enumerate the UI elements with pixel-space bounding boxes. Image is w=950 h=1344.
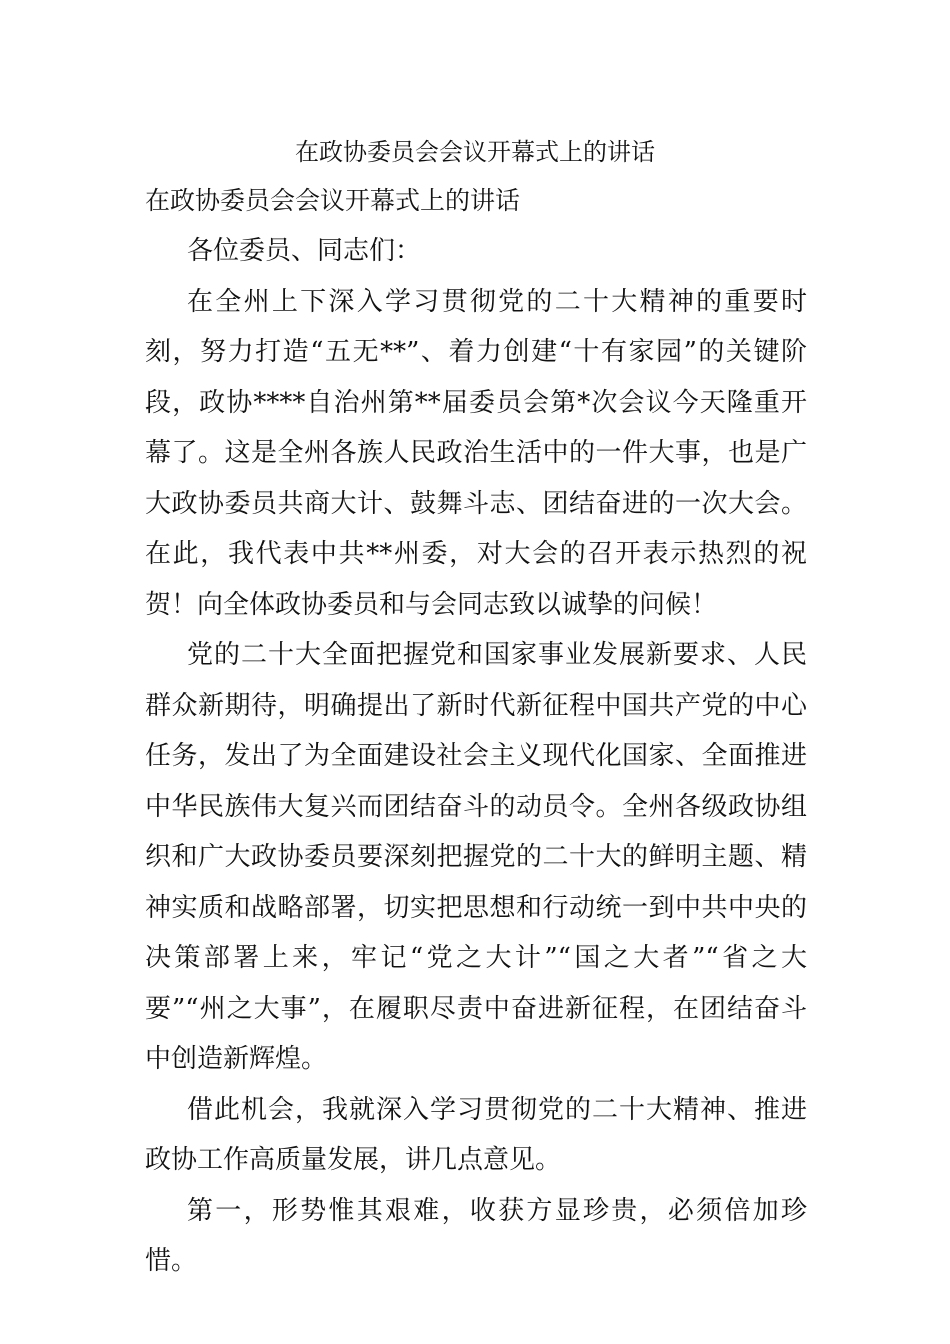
body-paragraph: 在全州上下深入学习贯彻党的二十大精神的重要时刻，努力打造“五无**”、着力创建“十有家园”的关键阶段，政协****自治州第**届委员会第*次会议今天隆重开幕了。这是全州各族人民政治生活中的一件大事，也是广大政协委员共商大计、鼓舞斗志、团结奋进的一次大会。在此，我代表中共**州委，对大会的召开表示热烈的祝贺！向全体政协委员和与会同志致以诚挚的问候！ [145, 286, 807, 620]
document-subtitle: 在政协委员会会议开幕式上的讲话 [145, 186, 521, 215]
body-paragraph: 借此机会，我就深入学习贯彻党的二十大精神、推进政协工作高质量发展，讲几点意见。 [145, 1094, 807, 1175]
body-paragraph: 党的二十大全面把握党和国家事业发展新要求、人民群众新期待，明确提出了新时代新征程中国共产党的中心任务，发出了为全面建设社会主义现代化国家、全面推进中华民族伟大复兴而团结奋斗的动员令。全州各级政协组织和广大政协委员要深刻把握党的二十大的鲜明主题、精神实质和战略部署，切实把思想和行动统一到中共中央的决策部署上来，牢记“党之大计”“国之大者”“省之大要”“州之大事”，在履职尽责中奋进新征程，在团结奋斗中创造新辉煌。 [145, 640, 807, 1074]
salutation-paragraph: 各位委员、同志们： [187, 236, 422, 266]
document-body [145, 178, 807, 1287]
body-paragraph: 第一，形势惟其艰难，收获方显珍贵，必须倍加珍惜。 [145, 1195, 807, 1276]
document-title: 在政协委员会会议开幕式上的讲话 [295, 138, 655, 166]
